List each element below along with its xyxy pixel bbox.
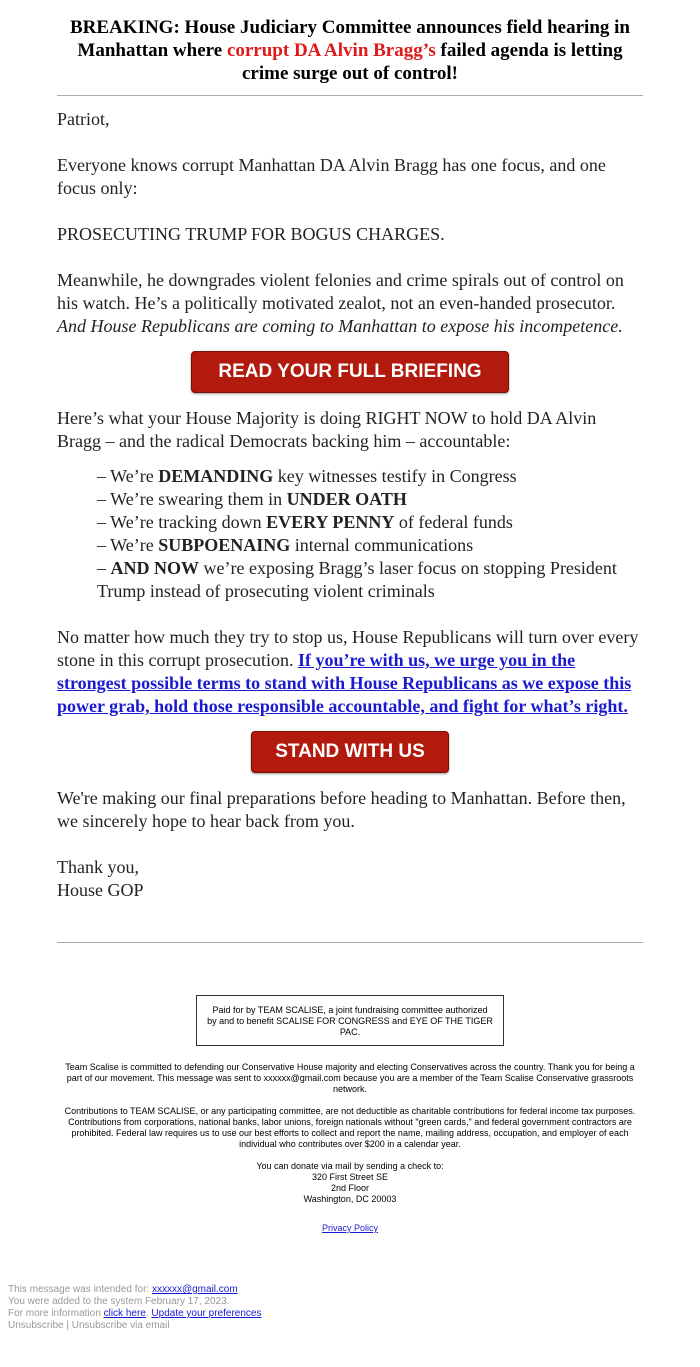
address-intro: You can donate via mail by sending a check to: <box>256 1161 444 1171</box>
update-preferences-link[interactable]: Update your preferences <box>151 1308 262 1319</box>
paragraph-3-italic: And House Republicans are coming to Manhattan to expose his incompetence. <box>57 316 623 336</box>
stand-with-us-button[interactable]: STAND WITH US <box>251 731 449 773</box>
click-here-link[interactable]: click here <box>103 1308 146 1319</box>
read-briefing-button[interactable]: READ YOUR FULL BRIEFING <box>191 351 509 393</box>
fine-print-2: Contributions to TEAM SCALISE, or any participating committee, are not deductible as charitable contributions for federal income tax purposes. Contributions from corporations, national banks, labor unions, foreign nationals without "green cards," and federal government contractors are prohibited. Federal law requires us to use our best efforts to collect and report the name, mailing address, occupation, and employer of each individual who contributes over $200 in a calendar year. <box>64 1106 636 1149</box>
greeting: Patriot, <box>57 109 110 129</box>
paragraph-5 <box>57 626 643 718</box>
paid-for-box <box>196 995 504 1046</box>
list-item: – We’re DEMANDING key witnesses testify in Congress <box>97 466 517 486</box>
list-item: – We’re tracking down EVERY PENNY of federal funds <box>97 512 513 532</box>
paragraph-2: PROSECUTING TRUMP FOR BOGUS CHARGES. <box>57 224 445 244</box>
intended-line: This message was intended for: xxxxxx@gmail.com <box>8 1284 238 1295</box>
signoff <box>57 856 643 902</box>
paragraph-3 <box>57 269 643 338</box>
email-container <box>57 0 643 1234</box>
fine-print-1: Team Scalise is committed to defending our Conservative House majority and electing Conservatives across the country. Thank you for being a part of our movement. This message was sent to xxxxxx@gmail.com because you are a member of the Team Scalise Conservative grassroots network. <box>65 1062 635 1094</box>
paragraph-4: Here’s what your House Majority is doing RIGHT NOW to hold DA Alvin Bragg – and the radical Democrats backing him – accountable: <box>57 408 597 451</box>
headline <box>57 16 643 96</box>
address-line3: Washington, DC 20003 <box>303 1194 397 1204</box>
email-body <box>57 108 643 902</box>
paragraph-1: Everyone knows corrupt Manhattan DA Alvin Bragg has one focus, and one focus only: <box>57 155 606 198</box>
privacy-policy-link[interactable]: Privacy Policy <box>321 1223 378 1233</box>
headline-red-text: corrupt DA Alvin Bragg’s <box>226 40 436 61</box>
added-line: You were added to the system February 17, 2023. <box>8 1296 230 1307</box>
action-list <box>57 465 643 603</box>
paragraph-6: We're making our final preparations before heading to Manhattan. Before then, we sincerely hope to hear back from you. <box>57 788 626 831</box>
divider <box>57 942 643 943</box>
address-line1: 320 First Street SE <box>311 1172 389 1182</box>
headline-part2: failed agenda is letting crime surge out of control! <box>242 40 623 84</box>
paid-for-text: Paid for by TEAM SCALISE, a joint fundraising committee authorized by and to benefit SCALISE FOR CONGRESS and EYE OF THE TIGER PAC. <box>207 1005 493 1037</box>
signoff-line1: Thank you, <box>57 857 139 877</box>
button-row-2 <box>57 731 643 773</box>
more-info-line: For more information click here. Update your preferences <box>8 1308 262 1319</box>
list-item: – AND NOW we’re exposing Bragg’s laser focus on stopping President Trump instead of prosecuting violent criminals <box>97 558 617 601</box>
paragraph-5-text: No matter how much they try to stop us, House Republicans will turn over every stone in this corrupt prosecution. <box>57 627 639 670</box>
button-row-1 <box>57 351 643 393</box>
list-item: – We’re SUBPOENAING internal communications <box>97 535 474 555</box>
system-footer <box>8 1284 261 1332</box>
address-line2: 2nd Floor <box>330 1183 370 1193</box>
headline-part1: BREAKING: House Judiciary Committee announces field hearing in Manhattan where <box>70 17 630 61</box>
stand-with-link[interactable]: If you’re with us, we urge you in the strongest possible terms to stand with House Republicans as we expose this power grab, hold those responsible accountable, and fight for what’s right. <box>57 650 632 716</box>
list-item: – We’re swearing them in UNDER OATH <box>97 489 407 509</box>
paragraph-3-text: Meanwhile, he downgrades violent felonies and crime spirals out of control on his watch. He’s a politically motivated zealot, not an even-handed prosecutor. <box>57 270 624 313</box>
fine-print <box>57 1062 643 1234</box>
signoff-line2: House GOP <box>57 880 144 900</box>
unsubscribe-line[interactable]: Unsubscribe | Unsubscribe via email <box>8 1320 170 1331</box>
email-link[interactable]: xxxxxx@gmail.com <box>151 1284 238 1295</box>
mailing-address <box>57 1161 643 1205</box>
